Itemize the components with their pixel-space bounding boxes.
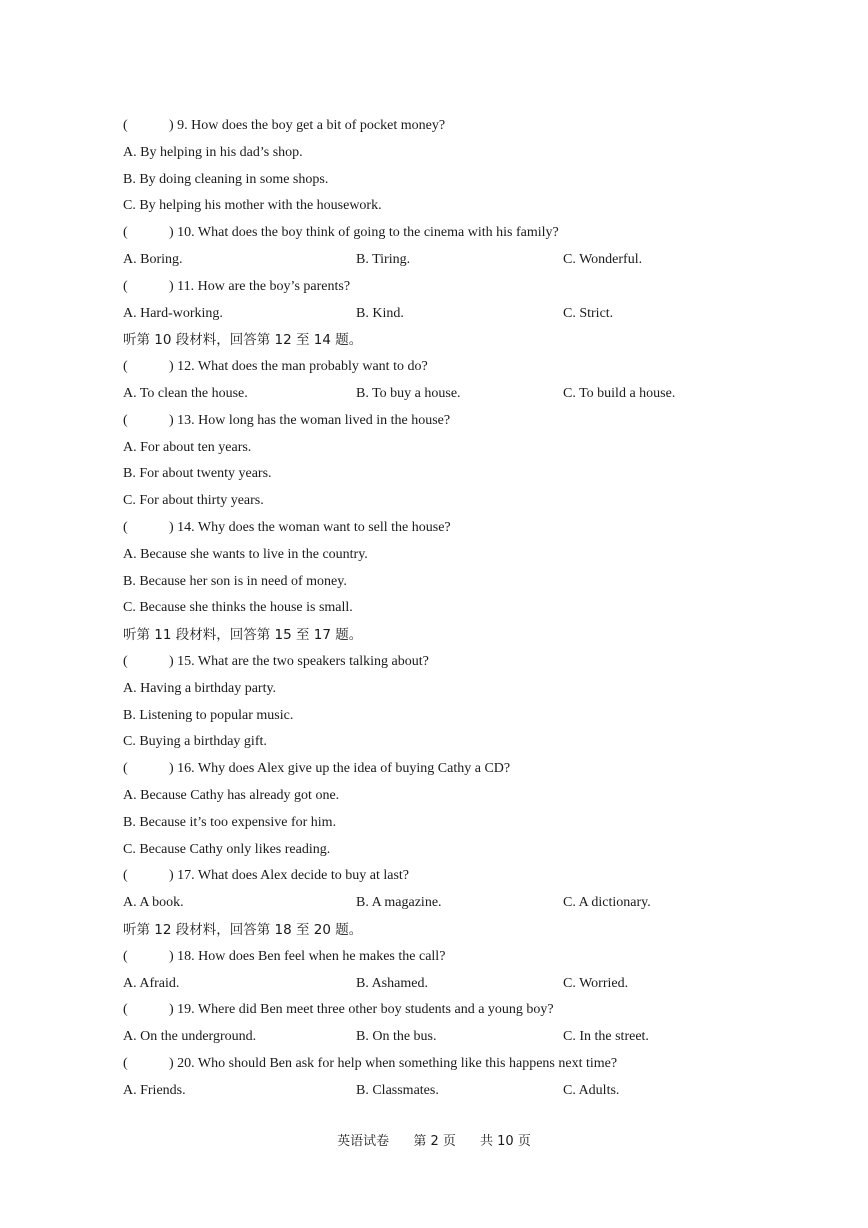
option-line: B. For about twenty years. — [123, 466, 272, 481]
question-stem — [123, 759, 718, 779]
answer-blank: ( — [123, 520, 128, 535]
option-c: C. In the street. — [563, 1029, 649, 1044]
question-text: ) 14. Why does the woman want to sell the house? — [169, 520, 451, 535]
question-stem — [123, 947, 718, 967]
question-stem — [123, 652, 718, 672]
option-row — [123, 304, 718, 324]
footer-total-pages: 共 10 页 — [480, 1134, 531, 1149]
answer-blank: ( — [123, 1056, 128, 1071]
answer-blank: ( — [123, 654, 128, 669]
option-a: A. Friends. — [123, 1083, 186, 1098]
question-stem — [123, 518, 718, 538]
option-a: A. Hard-working. — [123, 306, 223, 321]
question-text: ) 18. How does Ben feel when he makes the call? — [169, 949, 446, 964]
answer-blank: ( — [123, 761, 128, 776]
footer-page-number: 第 2 页 — [413, 1134, 456, 1149]
option-c: C. Adults. — [563, 1083, 620, 1098]
option-row — [123, 1081, 718, 1101]
answer-blank: ( — [123, 359, 128, 374]
question-stem — [123, 411, 718, 431]
option-line: B. Because it’s too expensive for him. — [123, 815, 337, 830]
option-b: B. Tiring. — [356, 252, 411, 267]
option-b: B. Ashamed. — [356, 976, 428, 991]
question-stem — [123, 277, 718, 297]
question-stem — [123, 116, 718, 136]
option-line: A. For about ten years. — [123, 440, 252, 455]
question-text: ) 13. How long has the woman lived in the house? — [169, 413, 451, 428]
footer-subject: 英语试卷 — [337, 1134, 390, 1149]
option-a: A. On the underground. — [123, 1029, 257, 1044]
option-a: A. Afraid. — [123, 976, 180, 991]
question-text: ) 15. What are the two speakers talking about? — [169, 654, 429, 669]
answer-blank: ( — [123, 1002, 128, 1017]
option-line: C. Buying a birthday gift. — [123, 734, 267, 749]
option-line: A. Having a birthday party. — [123, 681, 277, 696]
question-text: ) 10. What does the boy think of going to the cinema with his family? — [169, 225, 559, 240]
answer-blank: ( — [123, 225, 128, 240]
option-a: A. A book. — [123, 895, 184, 910]
option-a: A. To clean the house. — [123, 386, 248, 401]
question-text: ) 16. Why does Alex give up the idea of buying Cathy a CD? — [169, 761, 511, 776]
option-c: C. A dictionary. — [563, 895, 651, 910]
answer-blank: ( — [123, 949, 128, 964]
option-line: A. Because Cathy has already got one. — [123, 788, 340, 803]
answer-blank: ( — [123, 868, 128, 883]
question-stem — [123, 357, 718, 377]
option-line: C. By helping his mother with the housework. — [123, 198, 382, 213]
question-text: ) 12. What does the man probably want to do? — [169, 359, 428, 374]
option-line: B. Listening to popular music. — [123, 708, 294, 723]
option-c: C. Wonderful. — [563, 252, 643, 267]
option-b: B. On the bus. — [356, 1029, 437, 1044]
question-stem — [123, 1000, 718, 1020]
question-text: ) 17. What does Alex decide to buy at last? — [169, 868, 410, 883]
option-line: C. Because Cathy only likes reading. — [123, 842, 331, 857]
option-b: B. Classmates. — [356, 1083, 439, 1098]
question-stem — [123, 223, 718, 243]
option-line: B. By doing cleaning in some shops. — [123, 172, 329, 187]
option-c: C. Worried. — [563, 976, 629, 991]
option-line: A. Because she wants to live in the country. — [123, 547, 368, 562]
page-footer — [0, 1130, 868, 1149]
option-a: A. Boring. — [123, 252, 183, 267]
answer-blank: ( — [123, 279, 128, 294]
option-row — [123, 1027, 718, 1047]
option-line: C. Because she thinks the house is small. — [123, 600, 353, 615]
question-text: ) 9. How does the boy get a bit of pocket money? — [169, 118, 446, 133]
option-line: C. For about thirty years. — [123, 493, 264, 508]
section-instruction: 听第 11 段材料，回答第 15 至 17 题。 — [123, 627, 363, 643]
answer-blank: ( — [123, 413, 128, 428]
section-instruction: 听第 12 段材料，回答第 18 至 20 题。 — [123, 922, 363, 938]
option-b: B. A magazine. — [356, 895, 442, 910]
question-stem — [123, 866, 718, 886]
option-b: B. To buy a house. — [356, 386, 461, 401]
option-line: B. Because her son is in need of money. — [123, 574, 347, 589]
option-row — [123, 384, 718, 404]
option-line: A. By helping in his dad’s shop. — [123, 145, 303, 160]
answer-blank: ( — [123, 118, 128, 133]
section-instruction: 听第 10 段材料，回答第 12 至 14 题。 — [123, 332, 363, 348]
question-text: ) 19. Where did Ben meet three other boy students and a young boy? — [169, 1002, 554, 1017]
option-row — [123, 893, 718, 913]
option-c: C. Strict. — [563, 306, 614, 321]
option-c: C. To build a house. — [563, 386, 676, 401]
option-b: B. Kind. — [356, 306, 404, 321]
question-stem — [123, 1054, 718, 1074]
option-row — [123, 974, 718, 994]
question-text: ) 20. Who should Ben ask for help when something like this happens next time? — [169, 1056, 618, 1071]
question-text: ) 11. How are the boy’s parents? — [169, 279, 351, 294]
option-row — [123, 250, 718, 270]
